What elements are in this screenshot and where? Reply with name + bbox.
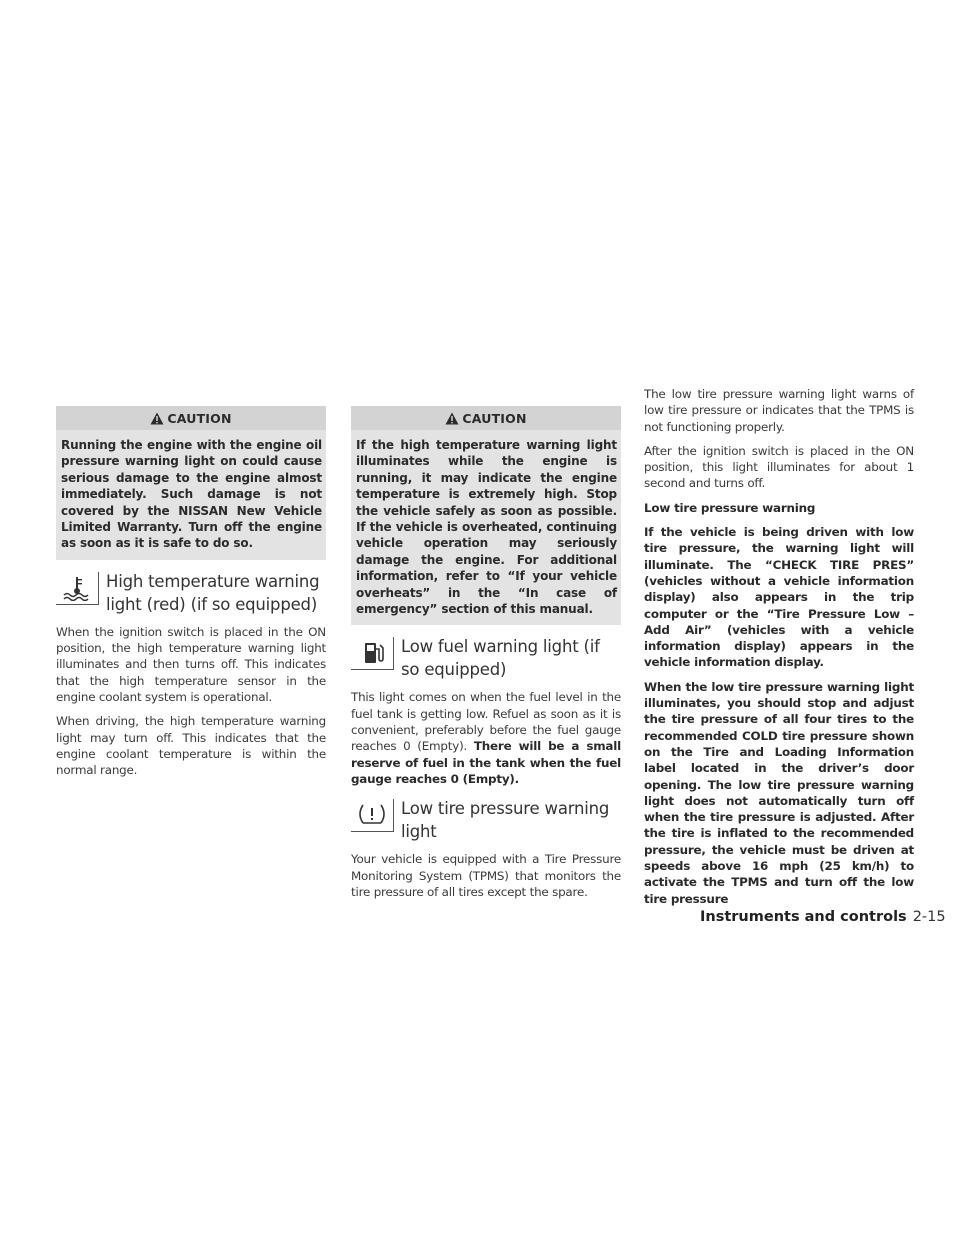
caution-title: CAUTION [167,410,232,426]
subheading: Low tire pressure warning [644,500,816,515]
column-right [644,386,914,907]
caution-title: CAUTION [462,410,527,426]
caution-box-oil [56,406,326,560]
paragraph: Your vehicle is equipped with a Tire Pressure Monitoring System (TPMS) that monitors the tire pressure of all tires except the spare. [351,852,621,899]
paragraph: When the ignition switch is placed in the ON position, the high temperature warning light illuminates and then turns off. This indicates that the high temperature sensor in the engine coolant system is operational. [56,624,326,705]
tire-pressure-icon [351,799,394,832]
section-heading-tire-pressure [351,797,621,843]
section-heading-high-temp [56,570,326,616]
paragraph: When driving, the high temperature warning light may turn off. This indicates that the engine coolant temperature is within the normal range. [56,714,326,778]
column-left [56,406,326,779]
paragraph-emphasis: There will be a small reserve of fuel in the tank when the fuel gauge reaches 0 (Empty). [351,739,621,786]
paragraph: When the low tire pressure warning light illuminates, you should stop and adjust the tire pressure of all four tires to the recommended COLD tire pressure shown on the Tire and Loading Information label located in the driver’s door opening. The low tire pressure warning light does not automatically turn off when the tire pressure is adjusted. After the tire is inflated to the recommended pressure, the vehicle must be driven at speeds above 16 mph (25 km/h) to activate the TPMS and turn off the low tire pressure [644,679,914,906]
caution-header [56,406,326,430]
column-middle [351,406,621,900]
caution-text: Running the engine with the engine oil pressure warning light on could cause serious damage to the engine almost immediately. Such damage is not covered by the NISSAN New Vehicle Limited Warranty. Turn off the engine as soon as it is safe to do so. [61,438,322,551]
page-number: 2-15 [912,909,946,925]
coolant-temperature-icon [56,572,99,605]
warning-triangle-icon [445,412,459,425]
section-title: High temperature warning light (red) (if so equipped) [106,571,320,614]
paragraph-text: This light comes on when the fuel level in the fuel tank is getting low. Refuel as soon as it is convenient, preferably before the fuel gauge reaches 0 (Empty). [351,690,621,754]
paragraph: After the ignition switch is placed in the ON position, this light illuminates for about 1 second and turns off. [644,443,914,491]
caution-text: If the high temperature warning light illuminates while the engine is running, it may indicate the engine temperature is extremely high. Stop the vehicle safely as soon as possible. If the vehicle is overheated, continuing vehicle operation may seriously damage the engine. For additional information, refer to “If your vehicle overheats” in the “In case of emergency” section of this manual. [356,438,617,617]
fuel-pump-icon [351,637,394,670]
caution-header [351,406,621,430]
page-footer [700,906,946,925]
section-title: Low tire pressure warning light [401,799,610,842]
warning-triangle-icon [150,412,164,425]
caution-box-overheat [351,406,621,625]
paragraph: If the vehicle is being driven with low tire pressure, the warning light will illuminate. The “CHECK TIRE PRES” (vehicles without a vehicle information display) also appears in the trip computer or the “Tire Pressure Low – Add Air” (vehicles with a vehicle information display) appears in the vehicle information display. [644,525,914,670]
paragraph [351,689,621,787]
paragraph: The low tire pressure warning light warns of low tire pressure or indicates that the TPMS is not functioning properly. [644,387,914,434]
section-heading-low-fuel [351,635,621,681]
section-title: Low fuel warning light (if so equipped) [401,637,600,680]
footer-section-title: Instruments and controls [700,909,907,925]
